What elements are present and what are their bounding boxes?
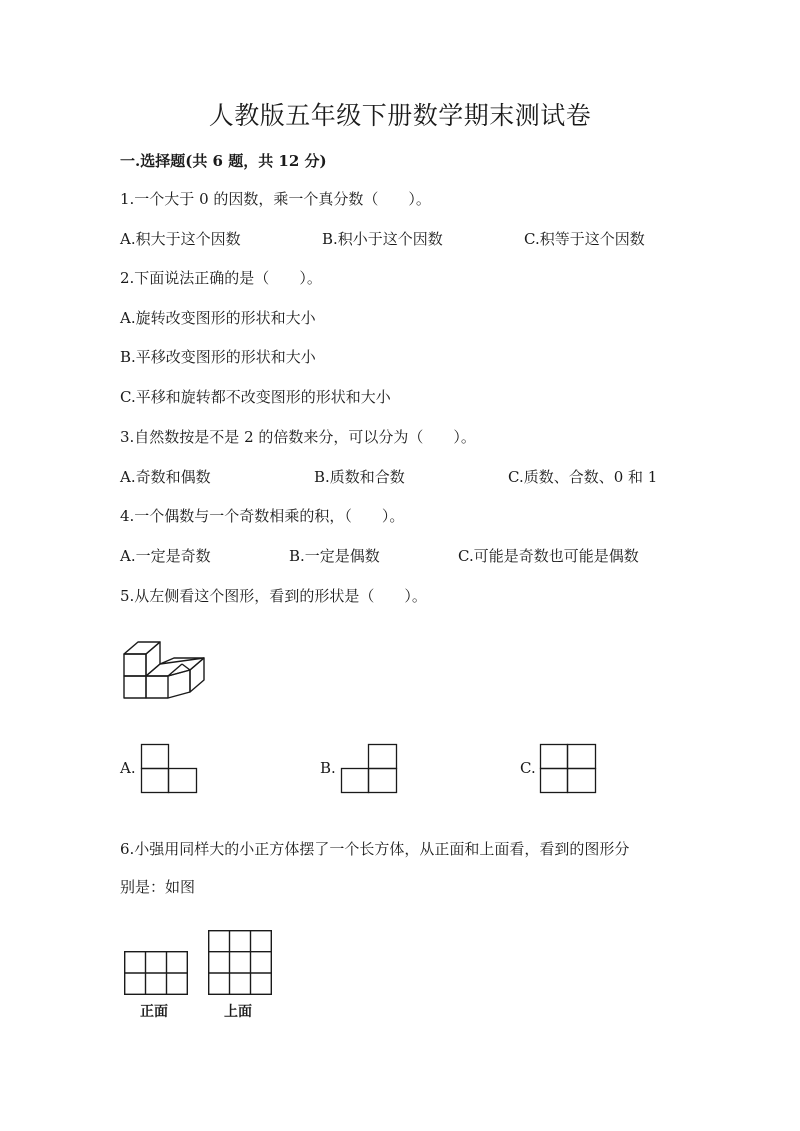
question-4-option-b[interactable]: B.一定是偶数 bbox=[289, 547, 380, 565]
top-view-figure bbox=[208, 930, 272, 995]
question-5-option-b[interactable]: B. bbox=[320, 759, 336, 777]
question-1-option-c[interactable]: C.积等于这个因数 bbox=[524, 230, 645, 248]
page-title: 人教版五年级下册数学期末测试卷 bbox=[208, 101, 592, 130]
question-4-stem: 4.一个偶数与一个奇数相乘的积，（ ）。 bbox=[120, 507, 405, 525]
top-view-caption: 上面 bbox=[224, 1004, 252, 1020]
question-4-option-c[interactable]: C.可能是奇数也可能是偶数 bbox=[458, 547, 639, 565]
question-1-option-b[interactable]: B.积小于这个因数 bbox=[322, 230, 443, 248]
question-2-option-c[interactable]: C.平移和旋转都不改变图形的形状和大小 bbox=[120, 388, 391, 406]
question-3-option-c[interactable]: C.质数、合数、0 和 1 bbox=[508, 468, 658, 486]
question-6-stem-line-1: 6.小强用同样大的小正方体摆了一个长方体，从正面和上面看，看到的图形分 bbox=[120, 840, 630, 858]
option-c-figure[interactable] bbox=[540, 744, 596, 793]
front-view-caption: 正面 bbox=[140, 1004, 168, 1020]
question-1-option-a[interactable]: A.积大于这个因数 bbox=[120, 230, 241, 248]
cube-stack-figure bbox=[118, 636, 218, 706]
question-3-option-a[interactable]: A.奇数和偶数 bbox=[120, 468, 211, 486]
question-5-option-a[interactable]: A. bbox=[120, 759, 136, 777]
question-3-option-b[interactable]: B.质数和合数 bbox=[314, 468, 405, 486]
question-1-stem: 1.一个大于 0 的因数，乘一个真分数（ ）。 bbox=[120, 190, 431, 208]
question-2-option-b[interactable]: B.平移改变图形的形状和大小 bbox=[120, 348, 316, 366]
question-3-stem: 3.自然数按是不是 2 的倍数来分，可以分为（ ）。 bbox=[120, 428, 476, 446]
question-4-option-a[interactable]: A.一定是奇数 bbox=[120, 547, 211, 565]
question-6-stem-line-2: 别是：如图 bbox=[120, 878, 196, 896]
question-2-option-a[interactable]: A.旋转改变图形的形状和大小 bbox=[120, 309, 316, 327]
front-view-figure bbox=[124, 951, 188, 995]
option-b-figure[interactable] bbox=[341, 744, 397, 793]
question-5-stem: 5.从左侧看这个图形，看到的形状是（ ）。 bbox=[120, 587, 427, 605]
option-a-figure[interactable] bbox=[141, 744, 197, 793]
section-heading: 一.选择题(共 6 题，共 12 分) bbox=[120, 152, 327, 170]
question-2-stem: 2.下面说法正确的是（ ）。 bbox=[120, 269, 322, 287]
question-5-option-c[interactable]: C. bbox=[520, 759, 536, 777]
